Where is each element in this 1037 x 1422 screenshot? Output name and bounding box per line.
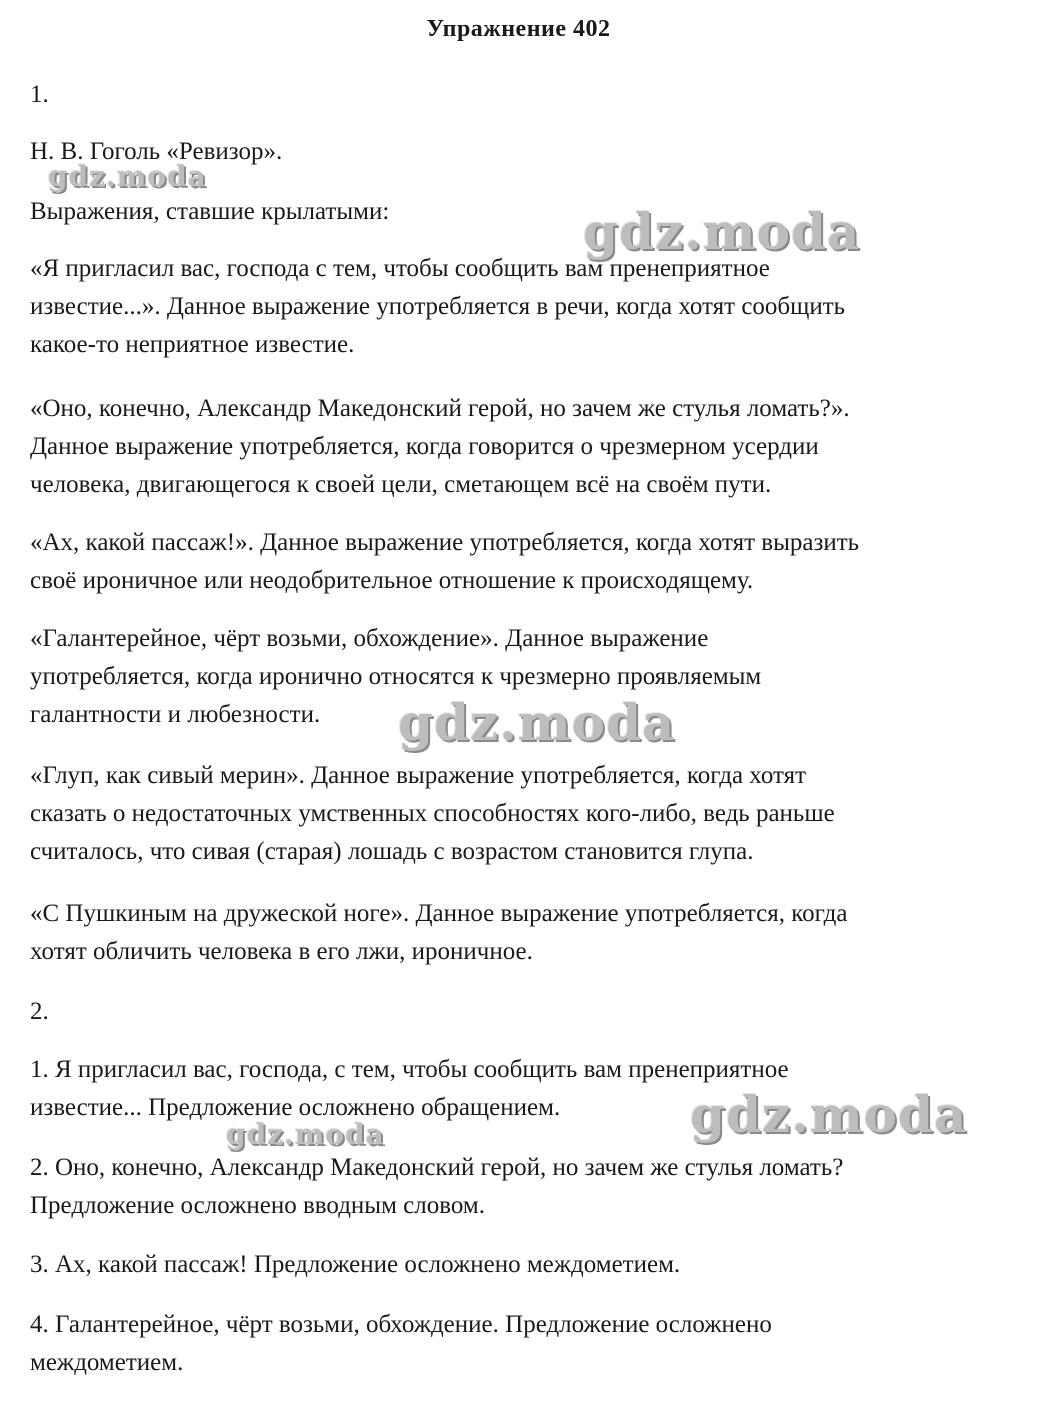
- phrase-paragraph-6: [30, 895, 1020, 971]
- text-line: 1. Я пригласил вас, господа, с тем, чтобы сообщить вам пренеприятное: [30, 1056, 789, 1083]
- text-line: известие...». Данное выражение употребляется в речи, когда хотят сообщить: [30, 293, 846, 320]
- answer-paragraph-2: [30, 1149, 1020, 1225]
- text-line: «Я пригласил вас, господа с тем, чтобы сообщить вам пренеприятное: [30, 255, 770, 282]
- text-line: 4. Галантерейное, чёрт возьми, обхождение. Предложение осложнено: [30, 1311, 772, 1338]
- answer-paragraph-4: [30, 1306, 1020, 1382]
- section-intro: Выражения, ставшие крылатыми:: [30, 198, 390, 225]
- phrase-paragraph-5: [30, 757, 1020, 871]
- section-2-number: 2.: [30, 998, 49, 1025]
- text-line: какое-то неприятное известие.: [30, 331, 355, 358]
- text-line: Данное выражение употребляется, когда говорится о чрезмерном усердии: [30, 433, 819, 460]
- watermark-logo: gdz.moda: [226, 1118, 385, 1151]
- text-line: Предложение осложнено вводным словом.: [30, 1192, 485, 1219]
- phrase-paragraph-1: [30, 250, 1020, 364]
- text-line: считалось, что сивая (старая) лошадь с возрастом становится глупа.: [30, 838, 754, 865]
- text-line: хотят обличить человека в его лжи, ироничное.: [30, 938, 533, 965]
- text-line: междометием.: [30, 1349, 184, 1376]
- phrase-paragraph-3: [30, 524, 1020, 600]
- watermark-logo: gdz.moda: [690, 1085, 968, 1144]
- text-line: галантности и любезности.: [30, 701, 321, 728]
- phrase-paragraph-2: [30, 390, 1020, 504]
- author-work: Н. В. Гоголь «Ревизор».: [30, 138, 283, 165]
- text-line: сказать о недостаточных умственных способностях кого-либо, ведь раньше: [30, 800, 835, 827]
- watermark-logo: gdz.moda: [398, 693, 676, 752]
- text-line: своё ироничное или неодобрительное отношение к происходящему.: [30, 567, 754, 594]
- text-line: 3. Ах, какой пассаж! Предложение осложнено междометием.: [30, 1251, 681, 1278]
- text-line: употребляется, когда иронично относятся к чрезмерно проявляемым: [30, 663, 762, 690]
- watermark-logo: gdz.moda: [583, 202, 861, 261]
- text-line: «Галантерейное, чёрт возьми, обхождение». Данное выражение: [30, 625, 709, 652]
- text-line: 2. Оно, конечно, Александр Македонский герой, но зачем же стулья ломать?: [30, 1154, 844, 1181]
- text-line: «С Пушкиным на дружеской ноге». Данное выражение употребляется, когда: [30, 900, 848, 927]
- text-line: известие... Предложение осложнено обращением.: [30, 1094, 561, 1121]
- text-line: человека, двигающегося к своей цели, сметающем всё на своём пути.: [30, 471, 772, 498]
- answer-paragraph-3: [30, 1246, 1020, 1284]
- section-1-number: 1.: [30, 81, 49, 108]
- text-line: «Ах, какой пассаж!». Данное выражение употребляется, когда хотят выразить: [30, 529, 860, 556]
- watermark-logo: gdz.moda: [48, 160, 207, 193]
- text-line: «Оно, конечно, Александр Македонский герой, но зачем же стулья ломать?».: [30, 395, 850, 422]
- page-title: Упражнение 402: [426, 16, 611, 42]
- text-line: «Глуп, как сивый мерин». Данное выражение употребляется, когда хотят: [30, 762, 807, 789]
